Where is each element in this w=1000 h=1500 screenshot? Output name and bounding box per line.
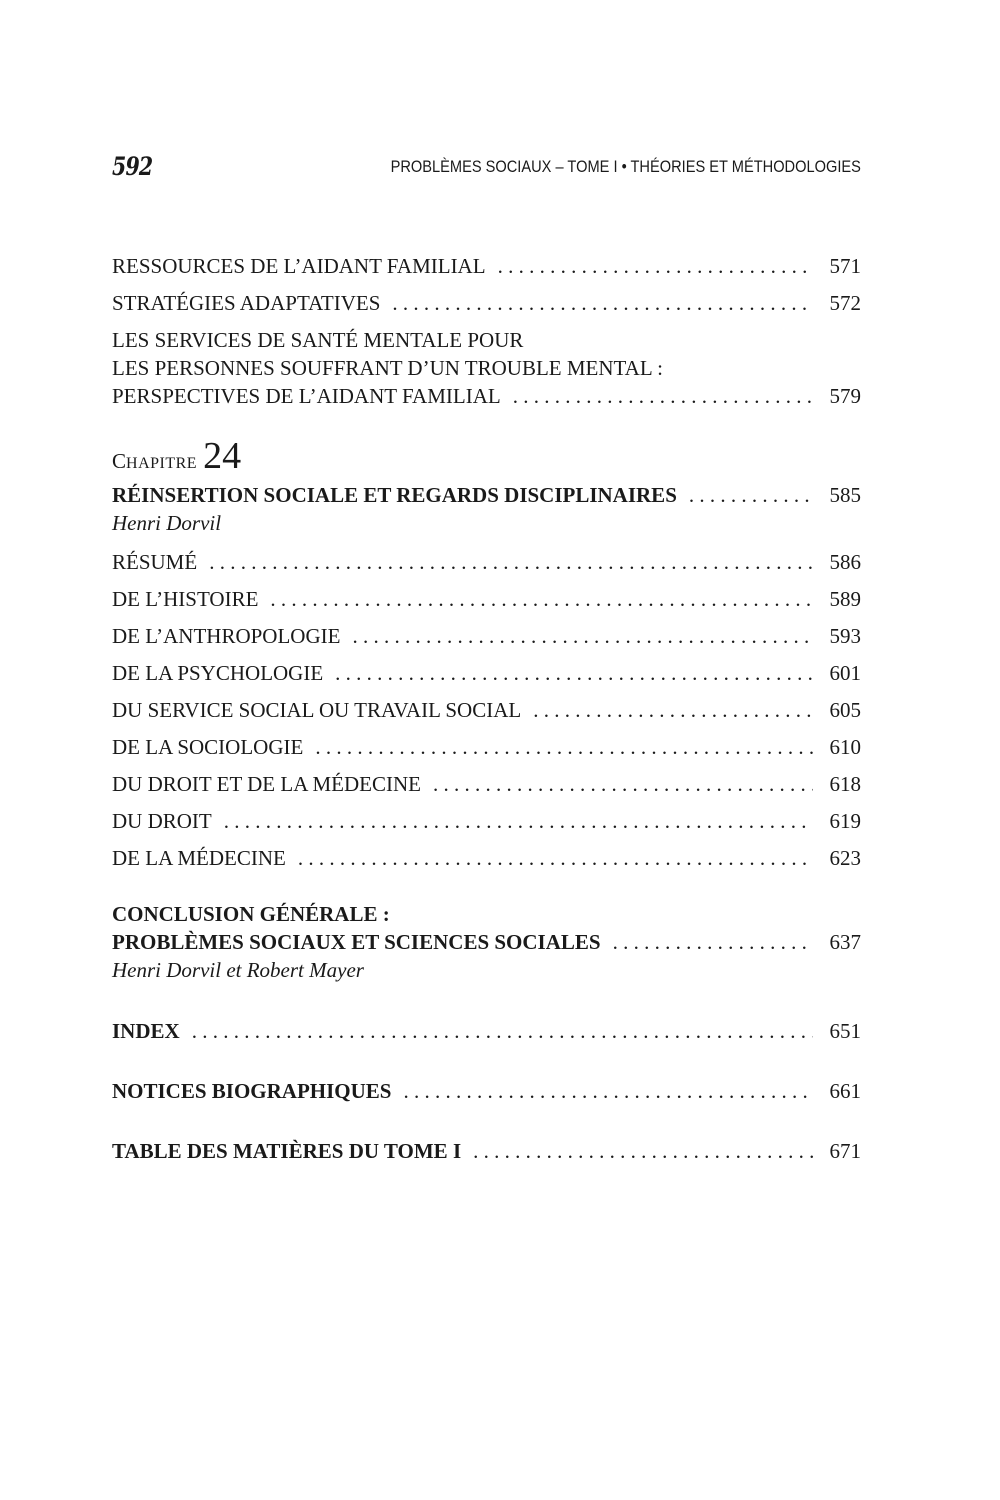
dot-leader xyxy=(270,585,813,613)
dot-leader xyxy=(473,1137,813,1165)
toc-entry-page: 618 xyxy=(829,772,861,796)
notices-entry xyxy=(112,1077,861,1105)
toc-entry-title: NOTICES BIOGRAPHIQUES xyxy=(112,1079,392,1103)
toc-entry-title: INDEX xyxy=(112,1019,180,1043)
dot-leader xyxy=(498,252,813,280)
toc-entry-title: DE LA PSYCHOLOGIE xyxy=(112,661,324,685)
chapter-label-initial: C xyxy=(112,449,127,473)
dot-leader xyxy=(533,696,813,724)
toc-entry-page: 619 xyxy=(829,809,861,833)
conclusion-author: Henri Dorvil et Robert Mayer xyxy=(112,958,364,982)
dot-leader xyxy=(209,548,813,576)
toc-entry-page: 651 xyxy=(829,1019,861,1043)
table-entry xyxy=(112,1137,861,1165)
toc-entry-page: 601 xyxy=(829,661,861,685)
toc-entry-page: 671 xyxy=(829,1139,861,1163)
toc-entry xyxy=(112,844,861,872)
toc-entry-title: STRATÉGIES ADAPTATIVES xyxy=(112,291,381,315)
toc-entry-page: 572 xyxy=(829,291,861,315)
toc-entry-page: 661 xyxy=(829,1079,861,1103)
dot-leader xyxy=(403,1077,813,1105)
toc-entry-page: 589 xyxy=(829,587,861,611)
chapter-label: HAPITRE xyxy=(126,455,198,472)
toc-entry xyxy=(112,659,861,687)
chapter-title-entry xyxy=(112,481,861,537)
conclusion-title: PROBLÈMES SOCIAUX ET SCIENCES SOCIALES xyxy=(112,930,601,954)
dot-leader xyxy=(298,844,813,872)
toc-entry-title: RESSOURCES DE L’AIDANT FAMILIAL xyxy=(112,254,486,278)
toc-entry xyxy=(112,807,861,835)
toc-entry-title-line: LES PERSONNES SOUFFRANT D’UN TROUBLE MENTAL : xyxy=(112,356,663,380)
toc-entry-title: DE LA MÉDECINE xyxy=(112,846,286,870)
toc-entry-page: 605 xyxy=(829,698,861,722)
toc-entry-page: 585 xyxy=(829,483,861,507)
chapter-title: RÉINSERTION SOCIALE ET REGARDS DISCIPLINAIRES xyxy=(112,483,677,507)
chapter-heading xyxy=(112,436,861,480)
dot-leader xyxy=(613,928,813,956)
toc-entry xyxy=(112,733,861,761)
toc-entry-title: PERSPECTIVES DE L’AIDANT FAMILIAL xyxy=(112,384,501,408)
conclusion-entry xyxy=(112,900,861,984)
dot-leader xyxy=(352,622,813,650)
dot-leader xyxy=(689,481,813,509)
chapter-number: 24 xyxy=(203,435,242,477)
toc-entry xyxy=(112,770,861,798)
dot-leader xyxy=(392,289,813,317)
toc-entry-multiline xyxy=(112,326,861,410)
toc-entry-title-line: LES SERVICES DE SANTÉ MENTALE POUR xyxy=(112,328,524,352)
toc-entry-page: 610 xyxy=(829,735,861,759)
toc-entry xyxy=(112,548,861,576)
toc-entry-title: RÉSUMÉ xyxy=(112,550,198,574)
toc-entry xyxy=(112,622,861,650)
page-number: 592 xyxy=(112,152,153,181)
toc-entry-title: DU DROIT xyxy=(112,809,212,833)
toc-entry xyxy=(112,585,861,613)
index-entry xyxy=(112,1017,861,1045)
dot-leader xyxy=(224,807,813,835)
toc-entry-title: DE L’HISTOIRE xyxy=(112,587,259,611)
toc-entry xyxy=(112,252,861,280)
toc-entry xyxy=(112,696,861,724)
toc-entry-page: 593 xyxy=(829,624,861,648)
toc-entry-title: DE L’ANTHROPOLOGIE xyxy=(112,624,341,648)
toc-entry-page: 586 xyxy=(829,550,861,574)
dot-leader xyxy=(433,770,813,798)
dot-leader xyxy=(192,1017,813,1045)
page-header xyxy=(112,150,861,190)
conclusion-title-line: CONCLUSION GÉNÉRALE : xyxy=(112,902,390,926)
toc-entry-page: 579 xyxy=(829,384,861,408)
toc-entry-page: 637 xyxy=(829,930,861,954)
chapter-author: Henri Dorvil xyxy=(112,511,222,535)
dot-leader xyxy=(315,733,813,761)
dot-leader xyxy=(335,659,813,687)
toc-entry-title: DU DROIT ET DE LA MÉDECINE xyxy=(112,772,421,796)
toc-entry-page: 623 xyxy=(829,846,861,870)
toc-entry-title: DU SERVICE SOCIAL OU TRAVAIL SOCIAL xyxy=(112,698,522,722)
toc-entry-title: DE LA SOCIOLOGIE xyxy=(112,735,304,759)
dot-leader xyxy=(513,382,813,410)
running-head: PROBLÈMES SOCIAUX – TOME I • THÉORIES ET MÉTHODOLOGIES xyxy=(390,157,861,176)
toc-entry-title: TABLE DES MATIÈRES DU TOME I xyxy=(112,1139,462,1163)
toc-entry-page: 571 xyxy=(829,254,861,278)
toc-entry xyxy=(112,289,861,317)
